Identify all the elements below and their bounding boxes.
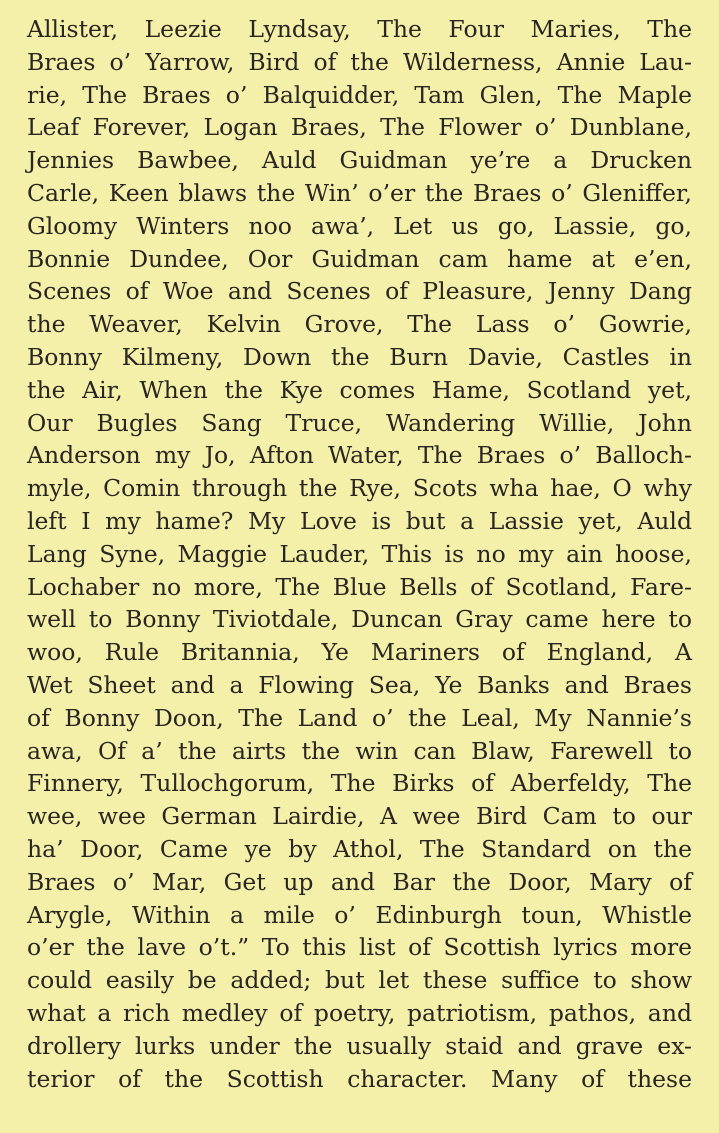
text-line: myle, Comin through the Rye, Scots wha hae, O why [27,474,692,503]
text-line: rie, The Braes o’ Balquidder, Tam Glen, The Maple [27,80,692,109]
text-line: ha’ Door, Came ye by Athol, The Standard on the [27,834,692,863]
text-line: Scenes of Woe and Scenes of Pleasure, Jenny Dang [27,277,692,306]
text-line: awa, Of a’ the airts the win can Blaw, Farewell to [27,736,692,765]
text-line: Our Bugles Sang Truce, Wandering Willie, John [27,408,692,437]
text-line: Wet Sheet and a Flowing Sea, Ye Banks and Braes [27,670,692,699]
text-line: Gloomy Winters noo awa’, Let us go, Lassie, go, [27,211,692,240]
text-line: of Bonny Doon, The Land o’ the Leal, My Nannie’s [27,703,692,732]
text-line: Carle, Keen blaws the Win’ o’er the Braes o’ Gleniffer, [27,178,692,207]
text-line: Arygle, Within a mile o’ Edinburgh toun, Whistle [27,900,692,929]
text-line: woo, Rule Britannia, Ye Mariners of England, A [27,638,692,667]
text-line: the Air, When the Kye comes Hame, Scotland yet, [27,375,692,404]
text-line: Allister, Leezie Lyndsay, The Four Maries, The [27,15,692,43]
text-line: Finnery, Tullochgorum, The Birks of Aberfeldy, The [27,769,692,798]
text-line: Braes o’ Yarrow, Bird of the Wilderness, Annie Lau- [27,47,692,76]
body-text [27,13,692,1095]
text-line: the Weaver, Kelvin Grove, The Lass o’ Gowrie, [27,310,692,339]
text-line: Anderson my Jo, Afton Water, The Braes o’ Balloch- [27,441,692,470]
text-line: Leaf Forever, Logan Braes, The Flower o’ Dunblane, [27,113,692,142]
text-line: Bonny Kilmeny, Down the Burn Davie, Castles in [27,342,692,371]
text-line: wee, wee German Lairdie, A wee Bird Cam to our [27,802,692,831]
text-line: terior of the Scottish character. Many of these [27,1064,692,1093]
text-line: drollery lurks under the usually staid and grave ex- [27,1031,692,1060]
text-line: Lochaber no more, The Blue Bells of Scotland, Fare- [27,572,692,601]
text-line: o’er the lave o’t.” To this list of Scottish lyrics more [27,933,692,962]
text-line: left I my hame? My Love is but a Lassie yet, Auld [27,506,692,535]
text-line: well to Bonny Tiviotdale, Duncan Gray came here to [27,605,692,634]
text-line: Braes o’ Mar, Get up and Bar the Door, Mary of [27,867,692,896]
text-line: could easily be added; but let these suffice to show [27,966,692,995]
text-line: Bonnie Dundee, Oor Guidman cam hame at e’en, [27,244,692,273]
text-line: what a rich medley of poetry, patriotism, pathos, and [27,998,692,1027]
text-line: Lang Syne, Maggie Lauder, This is no my ain hoose, [27,539,692,568]
text-line: Jennies Bawbee, Auld Guidman ye’re a Drucken [27,146,692,175]
